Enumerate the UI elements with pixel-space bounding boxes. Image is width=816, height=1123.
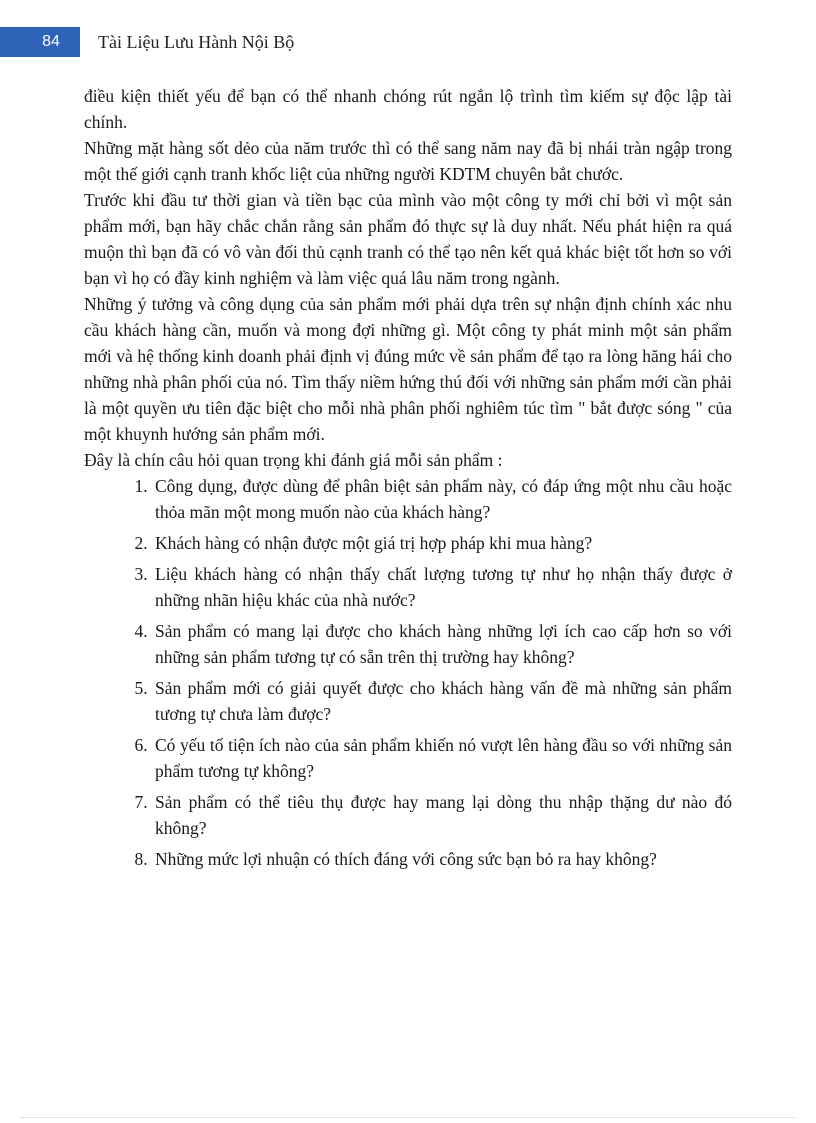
footer-divider xyxy=(20,1117,796,1118)
list-item: 1. Công dụng, được dùng để phân biệt sản phẩm này, có đáp ứng một nhu cầu hoặc thỏa mãn một mong muốn nào của khách hàng? xyxy=(152,473,732,525)
paragraph: Trước khi đầu tư thời gian và tiền bạc của mình vào một công ty mới chỉ bởi vì một sản phẩm mới, bạn hãy chắc chắn rằng sản phẩm đó thực sự là duy nhất. Nếu phát hiện ra quá muộn thì bạn đã có vô vàn đối thủ cạnh tranh có thể tạo nên kết quả khác biệt tốt hơn so với bạn vì họ có đầy kinh nghiệm và làm việc quá lâu năm trong ngành. xyxy=(84,190,732,288)
list-item: 5. Sản phẩm mới có giải quyết được cho khách hàng vấn đề mà những sản phẩm tương tự chưa làm được? xyxy=(152,675,732,727)
page-header xyxy=(0,27,816,57)
paragraph: điều kiện thiết yếu để bạn có thể nhanh chóng rút ngắn lộ trình tìm kiếm sự độc lập tài chính. xyxy=(84,86,732,132)
list-item: 8. Những mức lợi nhuận có thích đáng với công sức bạn bỏ ra hay không? xyxy=(152,846,732,872)
header-title: Tài Liệu Lưu Hành Nội Bộ xyxy=(98,32,295,52)
list-item: 7. Sản phẩm có thể tiêu thụ được hay mang lại dòng thu nhập thặng dư nào đó không? xyxy=(152,789,732,841)
list-item: 4. Sản phẩm có mang lại được cho khách hàng những lợi ích cao cấp hơn so với những sản phẩm tương tự có sẵn trên thị trường hay không? xyxy=(152,618,732,670)
list-intro: Đây là chín câu hỏi quan trọng khi đánh giá mỗi sản phẩm : xyxy=(84,450,503,470)
list-item: 6. Có yếu tố tiện ích nào của sản phẩm khiến nó vượt lên hàng đầu so với những sản phẩm tương tự không? xyxy=(152,732,732,784)
question-list xyxy=(84,473,732,872)
paragraph: Những mặt hàng sốt dẻo của năm trước thì có thể sang năm nay đã bị nhái tràn ngập trong một thế giới cạnh tranh khốc liệt của những người KDTM chuyên bắt chước. xyxy=(84,138,732,184)
list-item: 3. Liệu khách hàng có nhận thấy chất lượng tương tự như họ nhận thấy được ở những nhãn hiệu khác của nhà nước? xyxy=(152,561,732,613)
list-item: 2. Khách hàng có nhận được một giá trị hợp pháp khi mua hàng? xyxy=(152,530,732,556)
page-number: 84 xyxy=(0,27,80,57)
document-body xyxy=(84,83,732,877)
paragraph: Những ý tưởng và công dụng của sản phẩm mới phải dựa trên sự nhận định chính xác nhu cầu khách hàng cần, muốn và mong đợi những gì. Một công ty phát minh một sản phẩm mới và hệ thống kinh doanh phải định vị đúng mức về sản phẩm để tạo ra lòng hăng hái cho những nhà phân phối của nó. Tìm thấy niềm hứng thú đối với những sản phẩm mới cần phải là một quyền ưu tiên đặc biệt cho mỗi nhà phân phối nghiêm túc tìm " bắt được sóng " của một khuynh hướng sản phẩm mới. xyxy=(84,294,732,444)
